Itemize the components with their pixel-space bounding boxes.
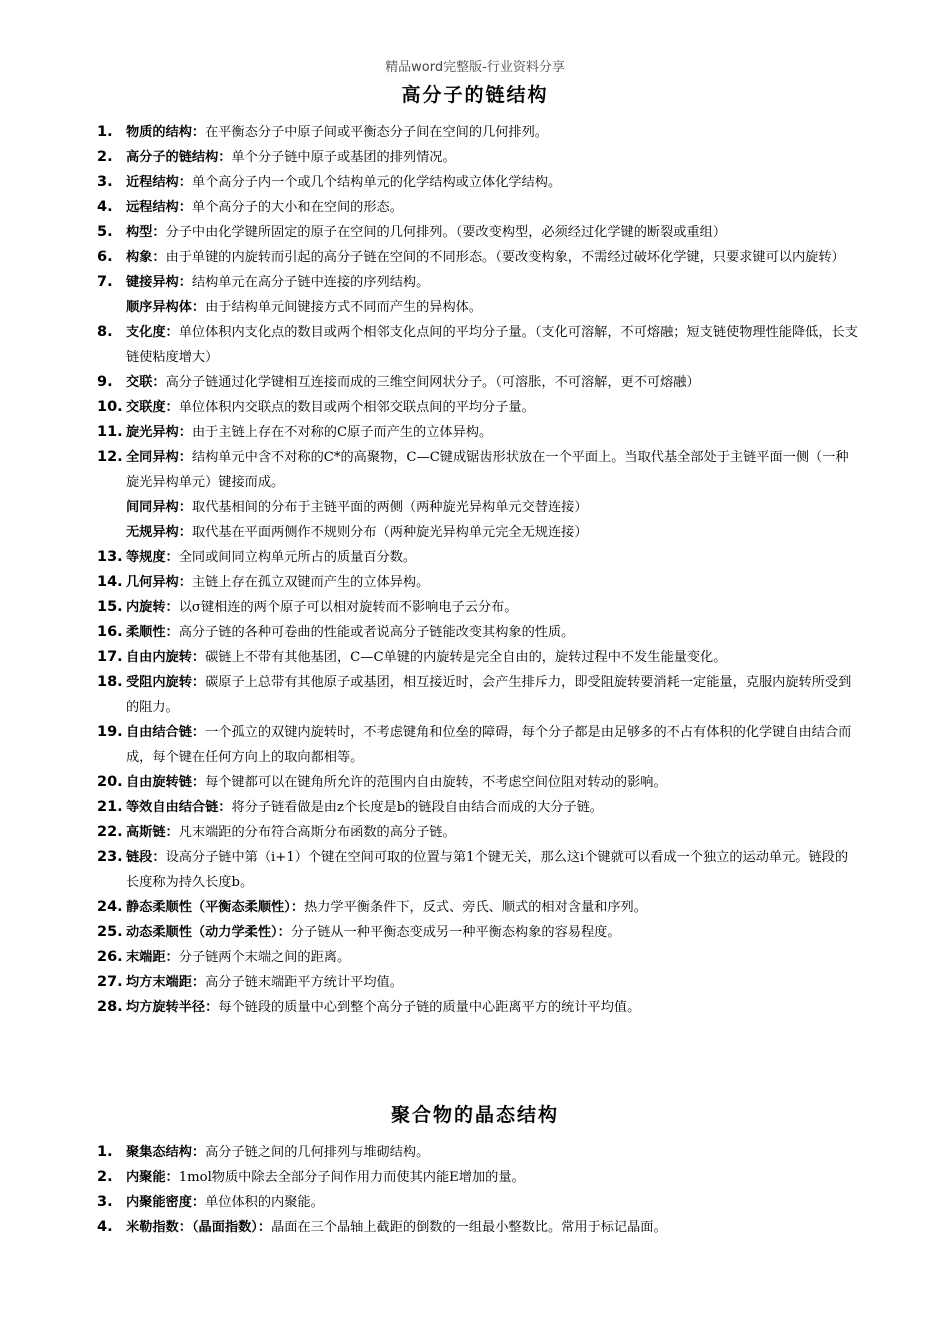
item-definition: 分子中由化学键所固定的原子在空间的几何排列。（要改变构型，必须经过化学键的断裂或重组）: [165, 225, 727, 240]
definition-item: [97, 395, 859, 420]
item-term: 末端距：: [126, 950, 179, 965]
definition-item: [97, 895, 859, 920]
item-definition: 高分子链末端距平方统计平均值。: [205, 975, 403, 990]
definition-item: [97, 445, 859, 495]
item-term: 几何异构：: [126, 575, 192, 590]
definition-item: [97, 195, 859, 220]
item-term: 间同异构：: [126, 500, 192, 515]
item-term: 自由内旋转：: [126, 650, 206, 665]
definition-item: [97, 520, 859, 545]
item-definition: 每个链段的质量中心到整个高分子链的质量中心距离平方的统计平均值。: [218, 1000, 641, 1015]
item-term: 全同异构：: [126, 450, 192, 465]
item-term: 等效自由结合链：: [126, 800, 232, 815]
item-term: 动态柔顺性（动力学柔性）：: [126, 925, 291, 940]
item-definition: 设高分子链中第（i+1）个键在空间可取的位置与第1个键无关，那么这i个键就可以看成一个独立的运动单元。链段的长度称为持久长度b。: [126, 850, 849, 890]
item-definition: 碳原子上总带有其他原子或基团，相互接近时，会产生排斥力，即受阻旋转要消耗一定能量，克服内旋转所受到的阻力。: [126, 675, 852, 715]
item-term: 均方末端距：: [126, 975, 206, 990]
definition-item: [97, 420, 859, 445]
item-definition: 单个分子链中原子或基团的排列情况。: [231, 150, 456, 165]
item-term: 交联度：: [126, 400, 179, 415]
item-term: 内聚能：: [126, 1170, 179, 1185]
item-term: 物质的结构：: [126, 125, 206, 140]
item-number: 22.: [97, 824, 123, 840]
page-header: 精品word完整版-行业资料分享: [385, 60, 565, 75]
item-number: 4.: [97, 199, 113, 215]
item-number: 13.: [97, 549, 123, 565]
item-definition: 每个键都可以在键角所允许的范围内自由旋转，不考虑空间位阻对转动的影响。: [205, 775, 667, 790]
item-number: 2.: [97, 1169, 113, 1185]
definition-item: [97, 270, 859, 295]
item-number: 3.: [97, 174, 113, 190]
item-number: 25.: [97, 924, 123, 940]
item-term: 内旋转：: [126, 600, 179, 615]
item-term: 内聚能密度：: [126, 1195, 206, 1210]
item-number: 16.: [97, 624, 123, 640]
definition-item: [97, 245, 859, 270]
definition-item: [97, 495, 859, 520]
item-definition: 热力学平衡条件下，反式、旁氏、顺式的相对含量和序列。: [304, 900, 647, 915]
item-term: 自由结合链：: [126, 725, 206, 740]
item-number: 10.: [97, 399, 123, 415]
item-number: 3.: [97, 1194, 113, 1210]
definition-item: [97, 670, 859, 720]
item-number: 26.: [97, 949, 123, 965]
item-term: 均方旋转半径：: [126, 1000, 219, 1015]
item-definition: 碳链上不带有其他基团，C—C单键的内旋转是完全自由的，旋转过程中不发生能量变化。: [205, 650, 727, 665]
definition-item: [97, 1190, 859, 1215]
item-definition: 取代基相间的分布于主链平面的两侧（两种旋光异构单元交替连接）: [191, 500, 588, 515]
definition-item: [97, 820, 859, 845]
item-term: 键接异构：: [126, 275, 192, 290]
item-term: 交联：: [126, 375, 166, 390]
item-term: 聚集态结构：: [126, 1145, 206, 1160]
item-definition: 一个孤立的双键内旋转时，不考虑键角和位垒的障碍，每个分子都是由足够多的不占有体积的化学键自由结合而成，每个键在任何方向上的取向都相等。: [126, 725, 852, 765]
item-number: 4.: [97, 1219, 113, 1235]
item-definition: 单位体积的内聚能。: [205, 1195, 324, 1210]
definition-item: [97, 995, 859, 1020]
definition-item: [97, 945, 859, 970]
definition-item: [97, 145, 859, 170]
item-definition: 单位体积内支化点的数目或两个相邻支化点间的平均分子量。（支化可溶解，不可熔融；短支链使物理性能降低，长支链使粘度增大）: [126, 325, 858, 365]
item-number: 2.: [97, 149, 113, 165]
item-term: 高斯链：: [126, 825, 179, 840]
section-title-crystal-structure: 聚合物的晶态结构: [390, 1104, 559, 1126]
item-definition: 高分子链通过化学键相互连接而成的三维空间网状分子。（可溶胀，不可溶解，更不可熔融）: [165, 375, 700, 390]
item-number: 1.: [97, 1144, 113, 1160]
item-term: 米勒指数：（晶面指数）：: [126, 1220, 272, 1235]
item-term: 柔顺性：: [126, 625, 179, 640]
item-definition: 单个高分子内一个或几个结构单元的化学结构或立体化学结构。: [191, 175, 562, 190]
item-number: 9.: [97, 374, 113, 390]
item-definition: 高分子链的各种可卷曲的性能或者说高分子链能改变其构象的性质。: [178, 625, 575, 640]
item-definition: 1mol物质中除去全部分子间作用力而使其内能E增加的量。: [178, 1170, 525, 1185]
definition-item: [97, 170, 859, 195]
item-definition: 晶面在三个晶轴上截距的倒数的一组最小整数比。常用于标记晶面。: [271, 1220, 667, 1235]
definition-item: [97, 220, 859, 245]
item-definition: 由于单键的内旋转而引起的高分子链在空间的不同形态。（要改变构象，不需经过破坏化学键，只要求键可以内旋转）: [165, 250, 845, 265]
item-term: 无规异构：: [126, 525, 192, 540]
definition-item: [97, 620, 859, 645]
item-term: 支化度：: [126, 325, 179, 340]
item-number: 8.: [97, 324, 113, 340]
definition-item: [97, 720, 859, 770]
item-definition: 单个高分子的大小和在空间的形态。: [191, 200, 403, 215]
item-definition: 主链上存在孤立双键而产生的立体异构。: [191, 575, 430, 590]
item-term: 近程结构：: [126, 175, 192, 190]
item-definition: 单位体积内交联点的数目或两个相邻交联点间的平均分子量。: [178, 400, 535, 415]
definition-item: [97, 570, 859, 595]
item-term: 构型：: [126, 225, 166, 240]
item-term: 静态柔顺性（平衡态柔顺性）：: [126, 900, 305, 915]
item-definition: 将分子链看做是由z个长度是b的链段自由结合而成的大分子链。: [231, 800, 603, 815]
item-term: 等规度：: [126, 550, 179, 565]
definition-item: [97, 1140, 859, 1165]
item-term: 远程结构：: [126, 200, 192, 215]
item-definition: 结构单元在高分子链中连接的序列结构。: [191, 275, 430, 290]
definition-item: [97, 845, 859, 895]
item-definition: 由于结构单元间键接方式不同而产生的异构体。: [205, 300, 483, 315]
item-number: 27.: [97, 974, 123, 990]
definition-item: [97, 120, 859, 145]
definition-item: [97, 295, 859, 320]
definition-item: [97, 920, 859, 945]
item-definition: 高分子链之间的几何排列与堆砌结构。: [205, 1145, 430, 1160]
item-definition: 在平衡态分子中原子间或平衡态分子间在空间的几何排列。: [205, 125, 548, 140]
definition-item: [97, 320, 859, 370]
definition-list-chain-structure: [97, 120, 859, 1020]
item-number: 12.: [97, 449, 123, 465]
item-definition: 分子链两个末端之间的距离。: [178, 950, 351, 965]
item-definition: 全同或间同立构单元所占的质量百分数。: [178, 550, 417, 565]
section-title-chain-structure: 高分子的链结构: [401, 84, 549, 106]
item-number: 7.: [97, 274, 113, 290]
definition-item: [97, 795, 859, 820]
item-number: 18.: [97, 674, 123, 690]
item-number: 20.: [97, 774, 123, 790]
definition-item: [97, 370, 859, 395]
item-definition: 结构单元中含不对称的C*的高聚物，C—C键成锯齿形状放在一个平面上。当取代基全部处于主链平面一侧（一种旋光异构单元）键接而成。: [126, 450, 849, 490]
definition-item: [97, 770, 859, 795]
item-number: 17.: [97, 649, 123, 665]
item-number: 23.: [97, 849, 123, 865]
item-number: 14.: [97, 574, 123, 590]
item-definition: 以σ键相连的两个原子可以相对旋转而不影响电子云分布。: [178, 600, 518, 615]
definition-list-crystal-structure: [97, 1140, 859, 1240]
item-definition: 凡末端距的分布符合高斯分布函数的高分子链。: [178, 825, 456, 840]
item-number: 24.: [97, 899, 123, 915]
item-term: 构象：: [126, 250, 166, 265]
item-number: 11.: [97, 424, 123, 440]
item-term: 自由旋转链：: [126, 775, 206, 790]
item-term: 链段：: [126, 850, 166, 865]
item-number: 21.: [97, 799, 123, 815]
item-term: 受阻内旋转：: [126, 675, 206, 690]
item-definition: 分子链从一种平衡态变成另一种平衡态构象的容易程度。: [290, 925, 621, 940]
item-term: 旋光异构：: [126, 425, 192, 440]
item-definition: 由于主链上存在不对称的C原子而产生的立体异构。: [191, 425, 493, 440]
definition-item: [97, 595, 859, 620]
item-number: 5.: [97, 224, 113, 240]
item-definition: 取代基在平面两侧作不规则分布（两种旋光异构单元完全无规连接）: [191, 525, 588, 540]
item-number: 1.: [97, 124, 113, 140]
item-term: 顺序异构体：: [126, 300, 206, 315]
item-term: 高分子的链结构：: [126, 150, 232, 165]
item-number: 6.: [97, 249, 113, 265]
definition-item: [97, 1165, 859, 1190]
item-number: 28.: [97, 999, 123, 1015]
item-number: 15.: [97, 599, 123, 615]
definition-item: [97, 545, 859, 570]
definition-item: [97, 645, 859, 670]
definition-item: [97, 1215, 859, 1240]
definition-item: [97, 970, 859, 995]
item-number: 19.: [97, 724, 123, 740]
